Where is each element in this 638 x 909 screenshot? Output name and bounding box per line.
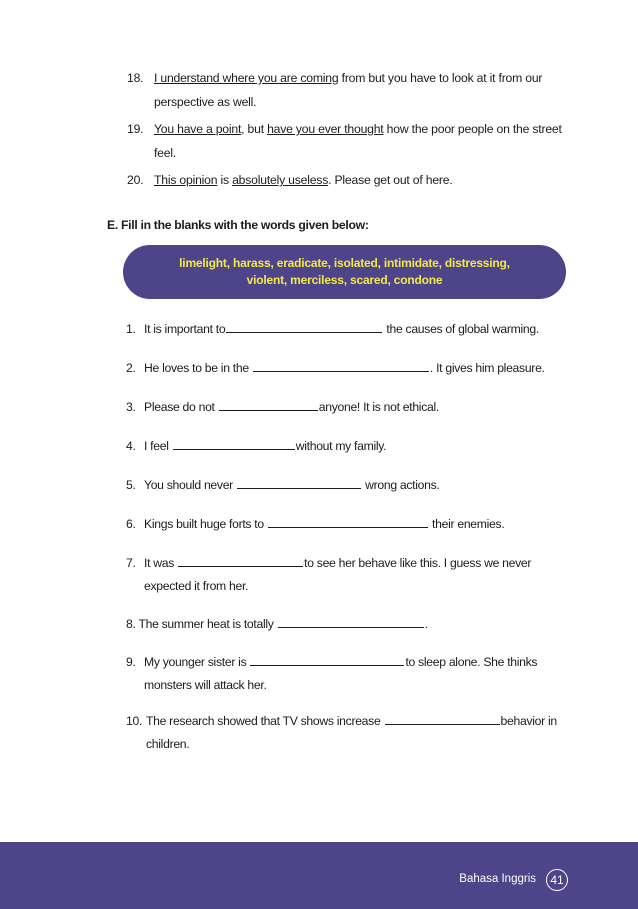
page-number: 41 <box>546 869 568 891</box>
question-text: behavior in children. <box>146 714 557 751</box>
question-number: 1. <box>126 322 136 336</box>
underlined-phrase: I understand where you are coming <box>154 71 339 85</box>
question-number: 2. <box>126 361 136 375</box>
word-bank-line-2: violent, merciless, scared, condone <box>246 273 443 287</box>
question-number: 4. <box>126 439 136 453</box>
answer-blank[interactable] <box>250 651 404 666</box>
question-text: without my family. <box>295 439 387 453</box>
answer-blank[interactable] <box>385 710 500 725</box>
answer-blank[interactable] <box>178 552 303 567</box>
word-bank-box <box>123 245 566 299</box>
section-heading: E. Fill in the blanks with the words given below: <box>107 218 369 232</box>
answer-blank[interactable] <box>226 318 382 333</box>
question-text: to see her behave like this. I guess we never expected it from her. <box>144 556 532 593</box>
question-text: anyone! It is not ethical. <box>318 400 439 414</box>
question-text: My younger sister is <box>144 655 250 669</box>
answer-blank[interactable] <box>237 474 361 489</box>
answer-blank[interactable] <box>253 357 429 372</box>
question-number: 10. <box>126 714 143 728</box>
question-text: He loves to be in the <box>144 361 252 375</box>
question-text: The research showed that TV shows increase <box>146 714 384 728</box>
underlined-phrase: absolutely useless <box>232 173 329 187</box>
underlined-phrase: This opinion <box>154 173 218 187</box>
question-number: 7. <box>126 556 136 570</box>
answer-blank[interactable] <box>268 513 428 528</box>
previous-items-list <box>0 66 638 192</box>
question-text: I feel <box>144 439 172 453</box>
question-text: Kings built huge forts to <box>144 517 267 531</box>
item-text: is <box>217 173 233 187</box>
question-number: 8. <box>126 617 136 631</box>
question-text: the causes of global warming. <box>383 322 539 336</box>
underlined-phrase: You have a point <box>154 122 242 136</box>
question-text: It was <box>144 556 178 570</box>
question-number: 6. <box>126 517 136 531</box>
item-text: , but <box>241 122 268 136</box>
item-number: 20. <box>127 173 144 187</box>
item-text: how the poor people on the street feel. <box>154 122 562 160</box>
underlined-phrase: have you ever thought <box>267 122 384 136</box>
question-text: . <box>424 617 428 631</box>
question-text: . It gives him pleasure. <box>429 361 545 375</box>
question-number: 5. <box>126 478 136 492</box>
list-item <box>0 66 638 114</box>
item-number: 18. <box>127 71 144 85</box>
list-item <box>0 168 638 192</box>
question-number: 3. <box>126 400 136 414</box>
item-text: from but you have to look at it from our perspective as well. <box>154 71 543 109</box>
question-text: to sleep alone. She thinks monsters will attack her. <box>144 655 538 692</box>
page-footer <box>0 842 638 909</box>
answer-blank[interactable] <box>219 396 318 411</box>
item-text: . Please get out of here. <box>328 173 453 187</box>
question-number: 9. <box>126 655 136 669</box>
question-text: Please do not <box>144 400 218 414</box>
question-text: You should never <box>144 478 237 492</box>
answer-blank[interactable] <box>278 613 424 628</box>
question-text: It is important to <box>144 322 226 336</box>
book-title: Bahasa Inggris <box>459 873 536 885</box>
list-item <box>0 117 638 165</box>
word-bank-line-1: limelight, harass, eradicate, isolated, intimidate, distressing, <box>179 256 510 270</box>
item-number: 19. <box>127 122 144 136</box>
question-text: their enemies. <box>428 517 505 531</box>
question-text: The summer heat is totally <box>138 617 277 631</box>
question-text: wrong actions. <box>362 478 440 492</box>
answer-blank[interactable] <box>173 435 295 450</box>
